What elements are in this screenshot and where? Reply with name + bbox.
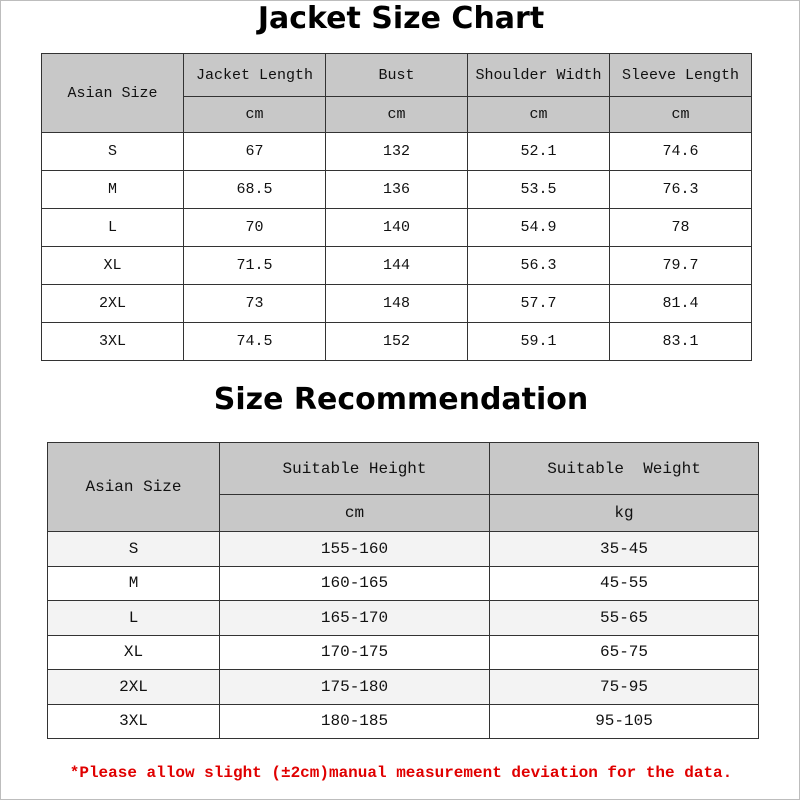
weight-cell: 65-75 — [490, 635, 759, 670]
table-row — [42, 209, 752, 247]
value-cell: 54.9 — [468, 209, 610, 247]
height-cell: 160-165 — [220, 566, 490, 601]
size-chart-table — [41, 53, 752, 361]
table-row — [42, 247, 752, 285]
value-cell: 132 — [326, 133, 468, 171]
column-header: Jacket Length — [184, 54, 326, 97]
size-cell: S — [42, 133, 184, 171]
value-cell: 71.5 — [184, 247, 326, 285]
size-chart-header-row — [42, 54, 752, 97]
size-cell: 2XL — [42, 285, 184, 323]
value-cell: 70 — [184, 209, 326, 247]
weight-cell: 45-55 — [490, 566, 759, 601]
size-cell: 3XL — [42, 323, 184, 361]
value-cell: 68.5 — [184, 171, 326, 209]
value-cell: 57.7 — [468, 285, 610, 323]
recommendation-header-row — [48, 443, 759, 495]
column-header: Suitable Height — [220, 443, 490, 495]
unit-cell: cm — [220, 495, 490, 532]
table-row — [42, 133, 752, 171]
height-cell: 165-170 — [220, 601, 490, 636]
size-cell: L — [48, 601, 220, 636]
table-row — [48, 601, 759, 636]
value-cell: 140 — [326, 209, 468, 247]
table-row — [42, 171, 752, 209]
size-recommendation-title: Size Recommendation — [213, 382, 589, 417]
asian-size-header: Asian Size — [42, 54, 184, 133]
asian-size-header: Asian Size — [48, 443, 220, 532]
unit-cell: cm — [184, 97, 326, 133]
height-cell: 175-180 — [220, 670, 490, 705]
value-cell: 78 — [610, 209, 752, 247]
value-cell: 83.1 — [610, 323, 752, 361]
column-header: Bust — [326, 54, 468, 97]
value-cell: 152 — [326, 323, 468, 361]
size-cell: M — [48, 566, 220, 601]
column-header: Shoulder Width — [468, 54, 610, 97]
height-cell: 155-160 — [220, 532, 490, 567]
unit-cell: cm — [326, 97, 468, 133]
table-row — [48, 566, 759, 601]
value-cell: 74.5 — [184, 323, 326, 361]
unit-cell: cm — [610, 97, 752, 133]
column-header: Suitable Weight — [490, 443, 759, 495]
value-cell: 56.3 — [468, 247, 610, 285]
size-cell: XL — [48, 635, 220, 670]
measurement-deviation-note: *Please allow slight (±2cm)manual measurement deviation for the data. — [69, 764, 733, 782]
table-row — [48, 670, 759, 705]
value-cell: 52.1 — [468, 133, 610, 171]
value-cell: 81.4 — [610, 285, 752, 323]
size-cell: M — [42, 171, 184, 209]
size-cell: XL — [42, 247, 184, 285]
value-cell: 53.5 — [468, 171, 610, 209]
value-cell: 67 — [184, 133, 326, 171]
weight-cell: 55-65 — [490, 601, 759, 636]
weight-cell: 75-95 — [490, 670, 759, 705]
size-chart-title: Jacket Size Chart — [257, 1, 545, 36]
table-row — [48, 532, 759, 567]
size-cell: L — [42, 209, 184, 247]
weight-cell: 35-45 — [490, 532, 759, 567]
value-cell: 59.1 — [468, 323, 610, 361]
size-cell: 3XL — [48, 704, 220, 739]
unit-cell: cm — [468, 97, 610, 133]
table-row — [42, 323, 752, 361]
value-cell: 144 — [326, 247, 468, 285]
size-cell: S — [48, 532, 220, 567]
table-row — [48, 635, 759, 670]
unit-cell: kg — [490, 495, 759, 532]
value-cell: 136 — [326, 171, 468, 209]
value-cell: 76.3 — [610, 171, 752, 209]
value-cell: 79.7 — [610, 247, 752, 285]
column-header: Sleeve Length — [610, 54, 752, 97]
size-cell: 2XL — [48, 670, 220, 705]
value-cell: 73 — [184, 285, 326, 323]
size-recommendation-table — [47, 442, 759, 739]
height-cell: 180-185 — [220, 704, 490, 739]
table-row — [42, 285, 752, 323]
height-cell: 170-175 — [220, 635, 490, 670]
value-cell: 74.6 — [610, 133, 752, 171]
table-row — [48, 704, 759, 739]
value-cell: 148 — [326, 285, 468, 323]
weight-cell: 95-105 — [490, 704, 759, 739]
